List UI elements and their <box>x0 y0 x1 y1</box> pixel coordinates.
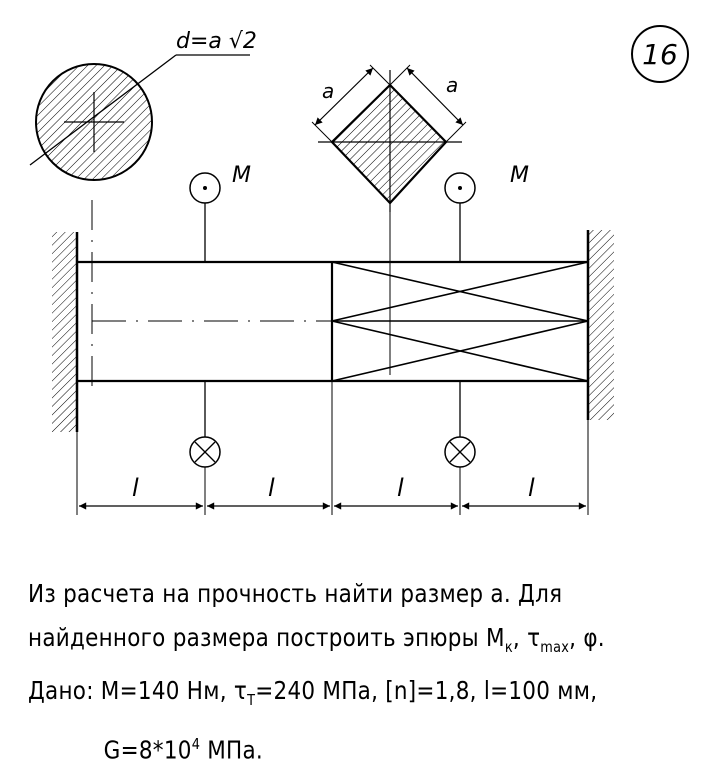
span-label-3: l <box>397 474 404 502</box>
circular-cross-section <box>30 29 257 180</box>
superscript-4: 4 <box>191 735 201 753</box>
subscript-t: T <box>247 691 256 709</box>
right-wall-support <box>588 230 614 420</box>
shaft <box>77 200 588 395</box>
problem-line-3-end: =240 МПа, [n]=1,8, l=100 мм, <box>255 676 598 705</box>
diameter-label: d=a √2 <box>176 29 257 54</box>
problem-line-2 <box>28 616 604 669</box>
problem-line-1 <box>28 572 604 616</box>
dimension-lines <box>77 381 588 515</box>
moment-right <box>445 163 529 467</box>
span-label-4: l <box>528 474 535 502</box>
problem-statement <box>28 572 604 772</box>
square-cross-section <box>312 65 466 212</box>
problem-line-4 <box>28 722 604 772</box>
span-label-1: l <box>132 474 139 502</box>
moment-left <box>190 163 251 467</box>
subscript-k: к <box>504 638 513 656</box>
moment-label-left: M <box>232 163 251 188</box>
problem-line-2-text: найденного размера построить эпюры M <box>28 623 505 652</box>
problem-line-3 <box>28 669 604 722</box>
square-side-label-right: a <box>446 73 459 97</box>
subscript-max: max <box>540 638 570 656</box>
sheet-number <box>632 26 688 82</box>
moment-label-right: M <box>510 163 529 188</box>
sheet-number-text: 16 <box>642 38 678 71</box>
square-side-label-left: a <box>322 79 335 103</box>
problem-line-1-text: Из расчета на прочность найти размер a. Для <box>28 579 563 608</box>
problem-line-2-mid: , τ <box>512 623 541 652</box>
problem-line-4-end: МПа. <box>200 735 264 765</box>
problem-line-2-end: , φ. <box>569 623 605 652</box>
span-label-2: l <box>268 474 275 502</box>
problem-line-3-text: Дано: M=140 Нм, τ <box>28 676 248 705</box>
left-wall-support <box>52 232 77 432</box>
problem-line-4-text: G=8*10 <box>103 735 192 765</box>
